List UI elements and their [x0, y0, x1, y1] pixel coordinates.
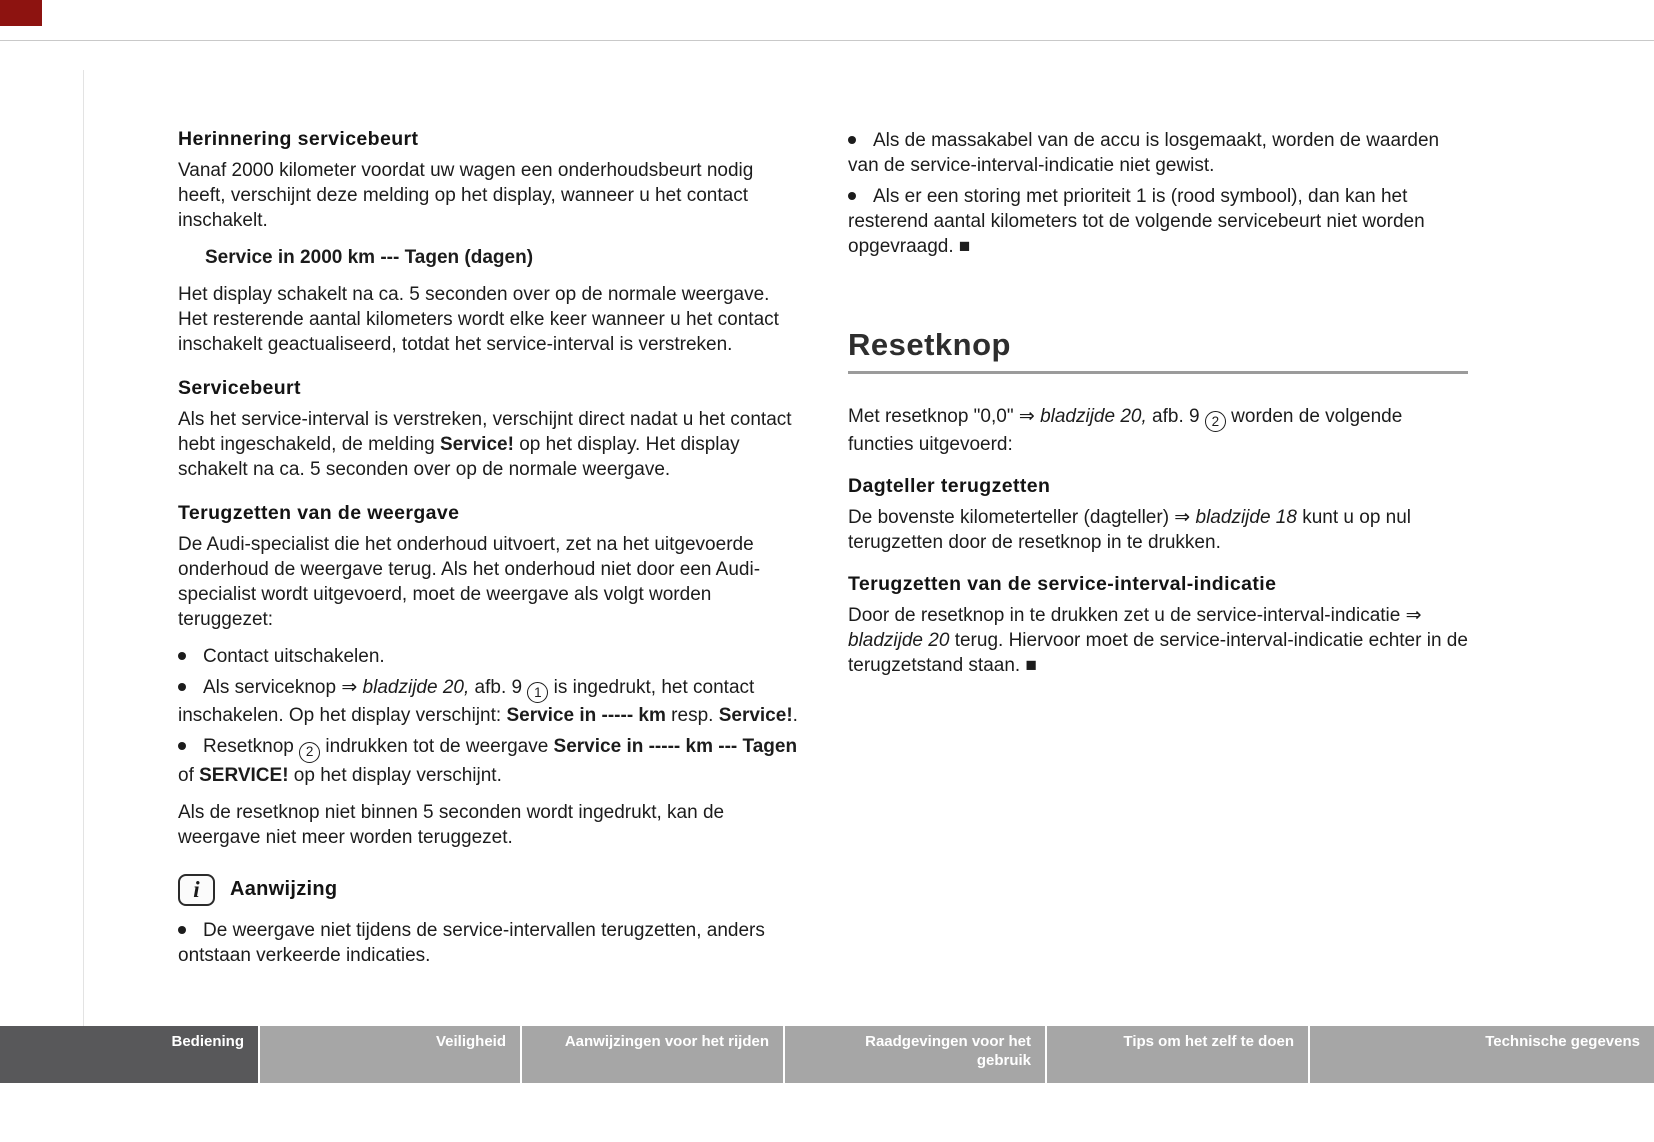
text-segment: Resetknop — [203, 736, 300, 758]
paragraph-resetknop-intro — [848, 404, 1468, 457]
tab-raadgevingen-voor-het-gebruik[interactable] — [785, 1026, 1045, 1083]
text-segment: Als serviceknop ⇒ — [203, 677, 363, 698]
page-edge-line — [83, 70, 84, 1026]
footer-tab-bar — [0, 1026, 1654, 1083]
text-segment: Met resetknop "0,0" ⇒ — [848, 406, 1041, 427]
chapter-heading-resetknop: Resetknop — [848, 327, 1011, 362]
info-icon-glyph: i — [193, 877, 200, 902]
text-segment: is ingedrukt, het contact inschakelen. Op het display verschijnt: — [178, 677, 755, 727]
text-segment: Door de resetknop in te drukken zet u de service-interval-indicatie ⇒ — [848, 605, 1422, 627]
text-segment: De bovenste kilometerteller (dagteller) ⇒ — [848, 507, 1196, 529]
section-heading-herinnering-servicebeurt: Herinnering servicebeurt — [178, 128, 419, 150]
right-column — [848, 128, 1468, 690]
bullet-icon — [848, 136, 856, 144]
paragraph-dagteller — [848, 505, 1468, 555]
page-corner-mark — [0, 0, 42, 26]
tab-label: Tips om het zelf te doen — [1123, 1033, 1294, 1050]
bullet-item-storing-prioriteit — [848, 184, 1468, 259]
circled-number-1-icon: 1 — [527, 682, 548, 703]
paragraph-reset-timeout: Als de resetknop niet binnen 5 seconden wordt ingedrukt, kan de weergave niet meer worden teruggezet. — [178, 801, 725, 848]
tab-aanwijzingen-voor-het-rijden[interactable] — [522, 1026, 783, 1083]
section-heading-servicebeurt: Servicebeurt — [178, 377, 301, 399]
text-segment: op het display. Het display schakelt na ca. 5 seconden over op de normale weergave. — [178, 434, 740, 480]
text-segment-bold: SERVICE! — [199, 764, 289, 786]
section-heading-terugzetten-sii: Terugzetten van de service-interval-indicatie — [848, 573, 1277, 596]
text-segment: resp. — [665, 705, 719, 727]
text-segment: Contact uitschakelen. — [203, 646, 385, 667]
bullet-icon — [848, 192, 856, 200]
tab-label: Bediening — [171, 1033, 244, 1050]
text-segment-bold: Service! — [439, 434, 514, 455]
bullet-item-resetknop — [178, 734, 798, 787]
text-segment: terug. Hiervoor moet de service-interval-indicatie echter in de terugzetstand staan. ■ — [848, 630, 1468, 677]
top-divider — [0, 40, 1654, 41]
text-segment: afb. 9 — [469, 677, 528, 698]
section-heading-dagteller: Dagteller terugzetten — [848, 475, 1051, 498]
left-column — [178, 128, 798, 974]
text-segment: worden de volgende functies uitgevoerd: — [848, 406, 1403, 456]
paragraph-terugzetten-sii — [848, 603, 1468, 678]
paragraph-intro: Vanaf 2000 kilometer voordat uw wagen een onderhoudsbeurt nodig heeft, verschijnt deze melding op het display, wanneer u het contact inschakelt. — [178, 160, 754, 231]
text-segment: Als er een storing met prioriteit 1 is (rood symbool), dan kan het resterend aantal kilometers tot de volgende servicebeurt niet worden opgevraagd. ■ — [848, 186, 1425, 257]
display-message-example: Service in 2000 km --- Tagen (dagen) — [205, 247, 534, 268]
text-segment: Als het service-interval is verstreken, verschijnt direct nadat u het contact hebt ingeschakeld, de melding — [178, 409, 792, 455]
page-reference: bladzijde 18 — [1195, 507, 1297, 529]
tab-label: Veiligheid — [435, 1033, 506, 1050]
circled-number-2-icon: 2 — [299, 742, 320, 763]
bullet-item-serviceknop — [178, 675, 798, 728]
paragraph-terugzetten-intro: De Audi-specialist die het onderhoud uitvoert, zet na het uitgevoerde onderhoud de weergave terug. Als het onderhoud niet door een Audi-specialist wordt uitgevoerd, moet de weergave als volgt worden teruggezet: — [178, 534, 761, 630]
tab-label: Raadgevingen voor het gebruik — [865, 1033, 1031, 1069]
tab-veiligheid[interactable] — [260, 1026, 520, 1083]
text-segment-bold: Service in ----- km — [506, 705, 666, 727]
tab-bediening[interactable] — [0, 1026, 258, 1083]
text-segment: . — [792, 705, 798, 727]
text-segment: De weergave niet tijdens de service-intervallen terugzetten, anders ontstaan verkeerde indicaties. — [178, 919, 765, 966]
paragraph-servicebeurt — [178, 407, 798, 482]
text-segment-bold: Service in ----- km --- Tagen — [553, 736, 798, 758]
paragraph-display-behaviour: Het display schakelt na ca. 5 seconden over op de normale weergave. Het resterende aantal kilometers wordt elke keer wanneer u het contact inschakelt geactualiseerd, totdat het service-interval is verstreken. — [178, 284, 779, 355]
note-title: Aanwijzing — [230, 878, 338, 900]
bullet-item-massakabel — [848, 128, 1468, 178]
text-segment: afb. 9 — [1146, 406, 1205, 427]
tab-technische-gegevens[interactable] — [1310, 1026, 1654, 1083]
text-segment: of — [178, 764, 200, 786]
text-segment: kunt u op nul terugzetten door de resetknop in te drukken. — [848, 507, 1412, 554]
heading-rule — [848, 371, 1468, 374]
tab-label: Aanwijzingen voor het rijden — [564, 1033, 769, 1050]
bullet-icon — [178, 652, 186, 660]
info-icon — [178, 874, 215, 906]
bullet-item-note — [178, 918, 798, 968]
text-segment: op het display verschijnt. — [288, 764, 502, 786]
text-segment: Als de massakabel van de accu is losgemaakt, worden de waarden van de service-interval-indicatie niet gewist. — [848, 130, 1440, 176]
page-reference: bladzijde 20, — [362, 677, 470, 698]
circled-number-2-icon: 2 — [1205, 411, 1226, 432]
bullet-item-contact-uitschakelen — [178, 644, 798, 669]
bullet-icon — [178, 742, 186, 750]
text-segment: indrukken tot de weergave — [320, 736, 554, 758]
text-segment-bold: Service! — [718, 705, 793, 727]
note-header — [178, 874, 798, 906]
tab-label: Technische gegevens — [1485, 1033, 1640, 1050]
bullet-icon — [178, 683, 186, 691]
section-heading-terugzetten-weergave: Terugzetten van de weergave — [178, 502, 460, 524]
tab-tips-om-het-zelf-te-doen[interactable] — [1047, 1026, 1308, 1083]
page-reference: bladzijde 20, — [1040, 406, 1147, 427]
page-reference: bladzijde 20 — [848, 630, 950, 652]
bullet-icon — [178, 926, 186, 934]
